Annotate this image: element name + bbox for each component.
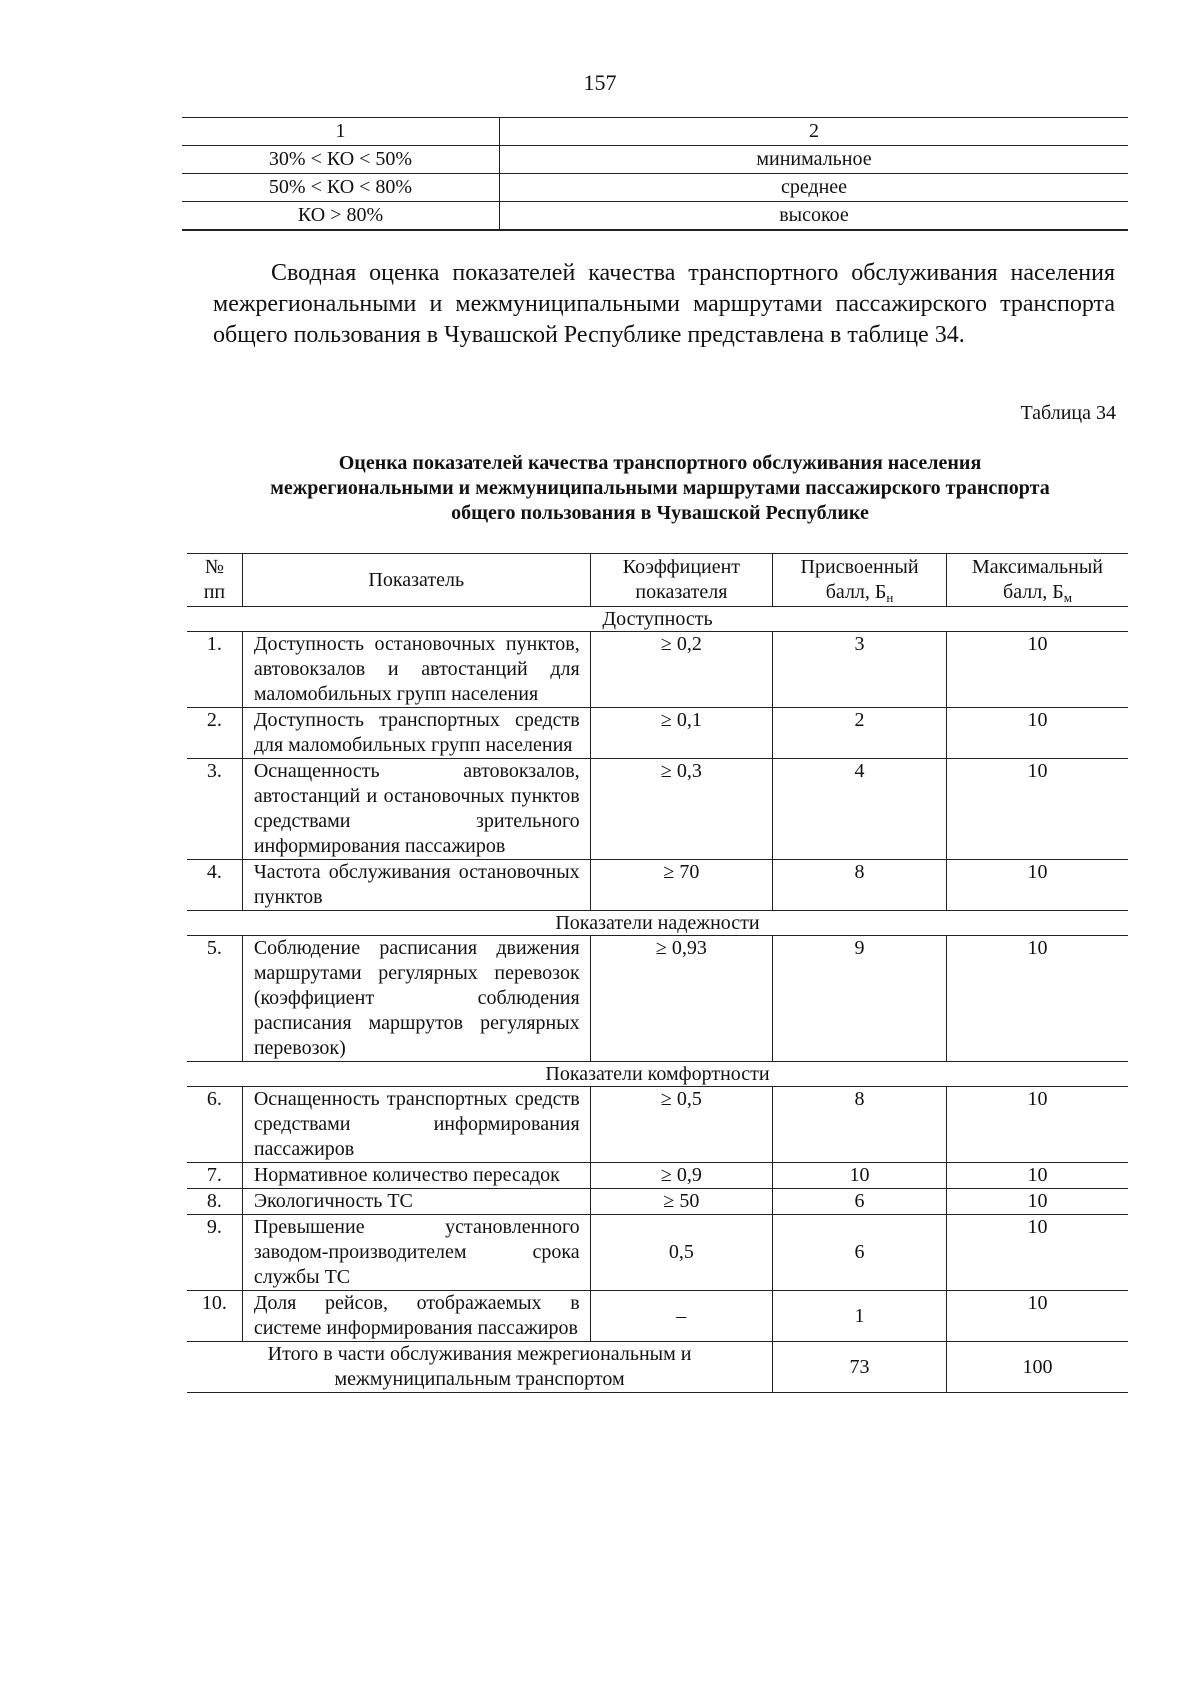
row-assigned: 8 bbox=[773, 1087, 947, 1163]
row-assigned: 8 bbox=[773, 860, 947, 911]
row-indicator: Оснащенность автовокзалов, автостанций и остановочных пунктов средствами зрительного информирования пассажиров bbox=[242, 759, 590, 860]
table-row bbox=[187, 1291, 1128, 1342]
intro-paragraph: Сводная оценка показателей качества транспортного обслуживания населения межрегиональными и межмуниципальными маршрутами пассажирского транспорта общего пользования в Чувашской Республике представлена в таблице 34. bbox=[213, 260, 1115, 348]
table-row bbox=[187, 759, 1128, 860]
table-title-line: общего пользования в Чувашской Республике bbox=[451, 502, 869, 524]
total-label: Итого в части обслуживания межрегиональным и межмуниципальным транспортом bbox=[187, 1342, 773, 1393]
row-max: 10 bbox=[946, 936, 1128, 1062]
table-header-row bbox=[187, 554, 1128, 607]
total-row bbox=[187, 1342, 1128, 1393]
table-caption: Таблица 34 bbox=[1020, 402, 1116, 424]
row-assigned: 6 bbox=[773, 1189, 947, 1215]
row-num: 5. bbox=[187, 936, 242, 1062]
header-max: Максимальный балл, $Б_м$ bbox=[946, 554, 1128, 607]
row-assigned: 1 bbox=[773, 1291, 947, 1342]
section-comfort: Показатели комфортности bbox=[187, 1062, 1128, 1087]
table-row bbox=[187, 1163, 1128, 1189]
table-row bbox=[182, 146, 1128, 174]
table-row bbox=[182, 118, 1128, 146]
row-max: 10 bbox=[946, 1087, 1128, 1163]
continuation-table bbox=[182, 117, 1128, 231]
quality-table bbox=[187, 553, 1128, 1393]
header-assigned: Присвоенный балл, $Б_н$ bbox=[773, 554, 947, 607]
section-reliability: Показатели надежности bbox=[187, 911, 1128, 936]
table-cell: 2 bbox=[500, 118, 1129, 146]
table-row bbox=[187, 632, 1128, 708]
row-num: 1. bbox=[187, 632, 242, 708]
table-row bbox=[187, 708, 1128, 759]
table-title-line: межрегиональными и межмуниципальными маршрутами пассажирского транспорта bbox=[270, 477, 1050, 499]
row-coefficient: ≥ 0,93 bbox=[590, 936, 772, 1062]
row-coefficient: ≥ 0,2 bbox=[590, 632, 772, 708]
row-coefficient: ≥ 50 bbox=[590, 1189, 772, 1215]
table-cell: 50% < КО < 80% bbox=[182, 174, 500, 202]
row-indicator: Доступность остановочных пунктов, автовокзалов и автостанций для маломобильных групп населения bbox=[242, 632, 590, 708]
row-indicator: Превышение установленного заводом-производителем срока службы ТС bbox=[242, 1215, 590, 1291]
row-num: 3. bbox=[187, 759, 242, 860]
row-max: 10 bbox=[946, 708, 1128, 759]
row-indicator: Нормативное количество пересадок bbox=[242, 1163, 590, 1189]
table-cell: среднее bbox=[500, 174, 1129, 202]
row-max: 10 bbox=[946, 1291, 1128, 1342]
total-max: 100 bbox=[946, 1342, 1128, 1393]
row-max: 10 bbox=[946, 1189, 1128, 1215]
row-assigned: 10 bbox=[773, 1163, 947, 1189]
row-indicator: Экологичность ТС bbox=[242, 1189, 590, 1215]
table-cell: высокое bbox=[500, 202, 1129, 231]
row-coefficient: ≥ 0,9 bbox=[590, 1163, 772, 1189]
row-max: 10 bbox=[946, 759, 1128, 860]
row-indicator: Частота обслуживания остановочных пунктов bbox=[242, 860, 590, 911]
row-coefficient: ≥ 0,3 bbox=[590, 759, 772, 860]
row-indicator: Соблюдение расписания движения маршрутами регулярных перевозок (коэффициент соблюдения расписания маршрутов регулярных перевозок) bbox=[242, 936, 590, 1062]
table-title bbox=[190, 451, 1130, 526]
table-cell: 1 bbox=[182, 118, 500, 146]
header-indicator: Показатель bbox=[242, 554, 590, 607]
header-num: № пп bbox=[187, 554, 242, 607]
table-row bbox=[182, 174, 1128, 202]
total-assigned: 73 bbox=[773, 1342, 947, 1393]
row-coefficient: – bbox=[590, 1291, 772, 1342]
row-num: 9. bbox=[187, 1215, 242, 1291]
table-row bbox=[187, 1087, 1128, 1163]
row-num: 8. bbox=[187, 1189, 242, 1215]
row-max: 10 bbox=[946, 1215, 1128, 1291]
table-row bbox=[187, 1189, 1128, 1215]
row-coefficient: 0,5 bbox=[590, 1215, 772, 1291]
row-coefficient: ≥ 0,5 bbox=[590, 1087, 772, 1163]
row-assigned: 4 bbox=[773, 759, 947, 860]
table-row bbox=[187, 1215, 1128, 1291]
section-row bbox=[187, 1062, 1128, 1087]
table-cell: 30% < КО < 50% bbox=[182, 146, 500, 174]
row-num: 4. bbox=[187, 860, 242, 911]
row-assigned: 3 bbox=[773, 632, 947, 708]
row-indicator: Доступность транспортных средств для маломобильных групп населения bbox=[242, 708, 590, 759]
table-cell: КО > 80% bbox=[182, 202, 500, 231]
row-num: 2. bbox=[187, 708, 242, 759]
page-number: 157 bbox=[583, 70, 617, 95]
row-indicator: Оснащенность транспортных средств средствами информирования пассажиров bbox=[242, 1087, 590, 1163]
section-row bbox=[187, 607, 1128, 632]
row-max: 10 bbox=[946, 632, 1128, 708]
row-num: 10. bbox=[187, 1291, 242, 1342]
table-row bbox=[187, 860, 1128, 911]
row-coefficient: ≥ 0,1 bbox=[590, 708, 772, 759]
row-coefficient: ≥ 70 bbox=[590, 860, 772, 911]
row-assigned: 2 bbox=[773, 708, 947, 759]
table-cell: минимальное bbox=[500, 146, 1129, 174]
row-assigned: 6 bbox=[773, 1215, 947, 1291]
section-row bbox=[187, 911, 1128, 936]
row-max: 10 bbox=[946, 1163, 1128, 1189]
table-title-line: Оценка показателей качества транспортного обслуживания населения bbox=[338, 452, 982, 474]
header-coefficient: Коэффициент показателя bbox=[590, 554, 772, 607]
table-row bbox=[187, 936, 1128, 1062]
table-row bbox=[182, 202, 1128, 231]
row-assigned: 9 bbox=[773, 936, 947, 1062]
row-num: 6. bbox=[187, 1087, 242, 1163]
row-num: 7. bbox=[187, 1163, 242, 1189]
row-indicator: Доля рейсов, отображаемых в системе информирования пассажиров bbox=[242, 1291, 590, 1342]
row-max: 10 bbox=[946, 860, 1128, 911]
section-availability: Доступность bbox=[187, 607, 1128, 632]
